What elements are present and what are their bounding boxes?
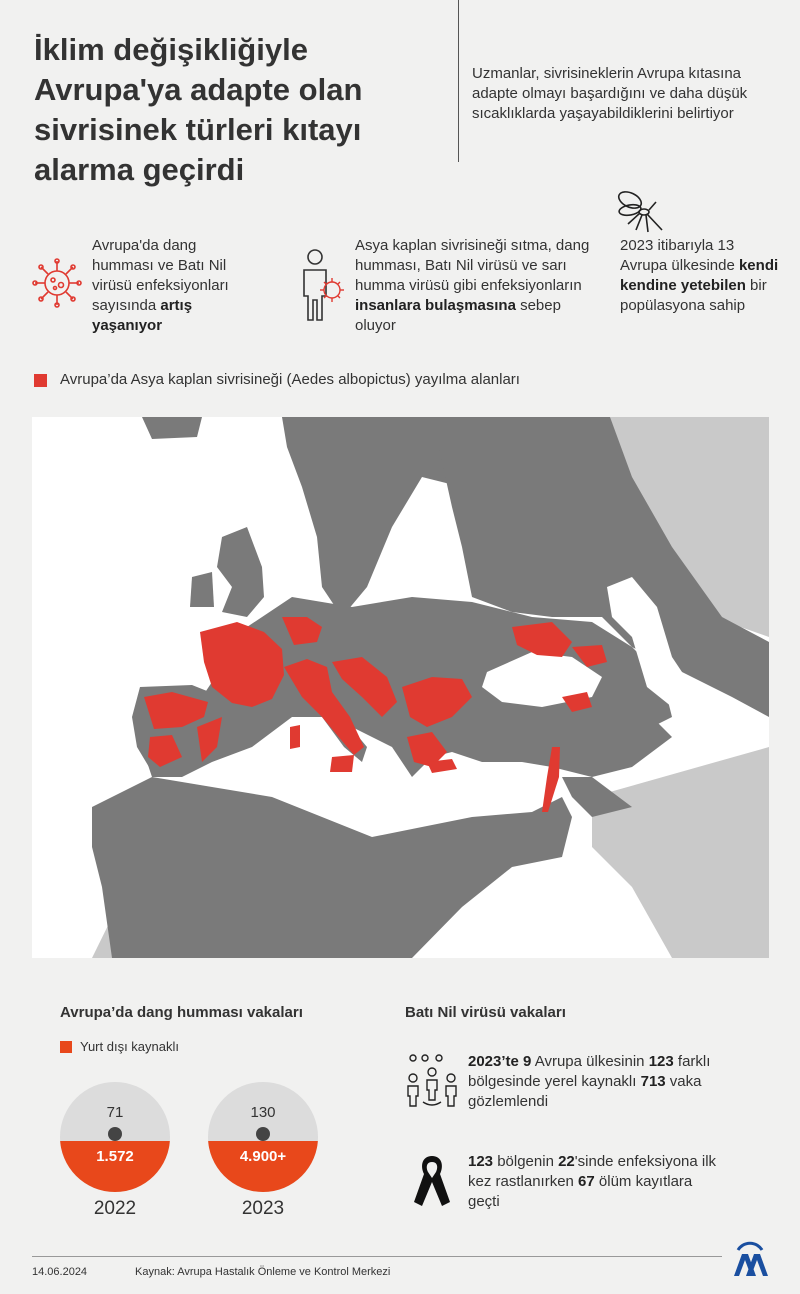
dot — [108, 1127, 122, 1141]
mosquito-icon — [616, 186, 666, 238]
footer-date: 14.06.2024 — [32, 1266, 88, 1278]
divider — [458, 0, 459, 162]
subtitle: Uzmanlar, sivrisineklerin Avrupa kıtasına adapte olmayı başardığını ve daha düşük sıcaklıklarda yaşayabildiklerini belirtiyor — [472, 65, 748, 122]
year-label: 2023 — [241, 1198, 285, 1219]
mourning-ribbon-icon — [410, 1152, 454, 1208]
westnile-stat-deaths: 123 bölgenin 22'sinde enfeksiyona ilk kez rastlanırken 67 ölüm kayıtlara geçti — [468, 1153, 717, 1210]
dengue-circle-2022 — [60, 1082, 170, 1192]
virus-icon — [32, 258, 82, 308]
imported-cases: 4.900+ — [239, 1148, 287, 1165]
dengue-circle-2023 — [208, 1082, 318, 1192]
footer-divider — [32, 1256, 722, 1257]
page-title: İklim değişikliğiyle Avrupa'ya adapte olan sivrisinek türleri kıtayı alarma geçirdi — [34, 32, 363, 187]
dengue-legend-label: Yurt dışı kaynaklı — [80, 1039, 179, 1054]
year-label: 2022 — [93, 1198, 137, 1219]
fact-population: 2023 itibarıyla 13 Avrupa ülkesinde kendi kendine yetebilen bir popülasyona sahip — [620, 237, 779, 314]
dengue-title: Avrupa’da dang humması vakaları — [60, 1004, 303, 1021]
westnile-title: Batı Nil virüsü vakaları — [405, 1004, 566, 1021]
dot — [256, 1127, 270, 1141]
crowd-icon — [403, 1052, 461, 1110]
map-graphic — [32, 417, 769, 958]
map-legend-label: Avrupa’da Asya kaplan sivrisineği (Aedes albopictus) yayılma alanları — [60, 371, 520, 388]
aa-logo-icon — [730, 1240, 770, 1280]
footer-source: Kaynak: Avrupa Hastalık Önleme ve Kontrol Merkezi — [135, 1266, 391, 1278]
local-cases: 130 — [250, 1104, 276, 1121]
fact-increase: Avrupa'da dang humması ve Batı Nil virüsü enfeksiyonları sayısında artış yaşanıyor — [92, 237, 229, 334]
infected-person-icon — [298, 248, 350, 322]
europe-map — [32, 417, 769, 958]
map-legend-swatch — [34, 374, 47, 387]
westnile-stat-cases: 2023’te 9 Avrupa ülkesinin 123 farklı bölgesinde yerel kaynaklı 713 vaka gözlemlendi — [468, 1053, 711, 1110]
fact-transmission: Asya kaplan sivrisineği sıtma, dang humması, Batı Nil virüsü ve sarı humma virüsü gibi enfeksiyonların insanlara bulaşmasına sebep oluyor — [355, 237, 590, 334]
dengue-legend-swatch — [60, 1041, 72, 1053]
local-cases: 71 — [106, 1104, 124, 1121]
imported-cases: 1.572 — [96, 1148, 134, 1165]
